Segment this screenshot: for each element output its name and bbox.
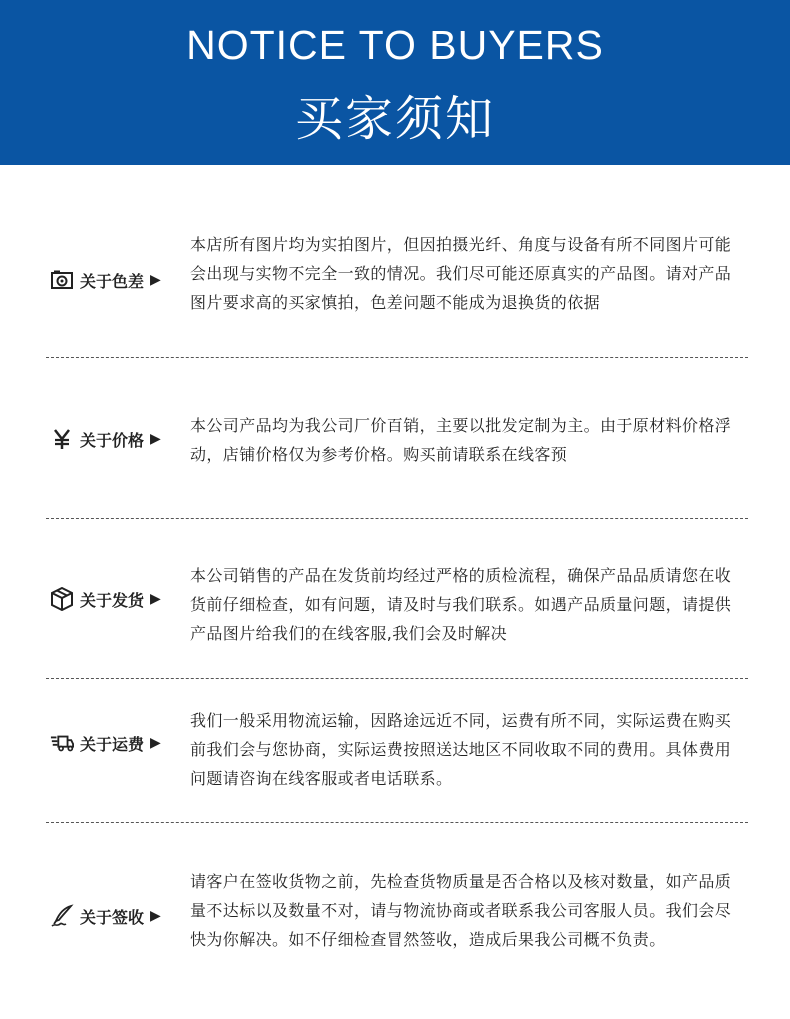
label-price: 关于价格 ▶	[50, 427, 161, 451]
label-sign-for: 关于签收 ▶	[50, 904, 161, 928]
title-english: NOTICE TO BUYERS	[186, 22, 604, 68]
label-freight: 关于运费 ▶	[50, 731, 161, 755]
label-shipping: 关于发货 ▶	[50, 587, 161, 611]
camera-icon	[50, 268, 74, 292]
text-sign-for: 请客户在签收货物之前，先检查货物质量是否合格以及核对数量，如产品质量不达标以及数量不对，请与物流协商或者联系我公司客服人员。我们会尽快为你解决。如不仔细检查冒然签收，造成后果我公司概不负责。	[190, 872, 732, 949]
text-price: 本公司产品均为我公司厂价百销，主要以批发定制为主。由于原材料价格浮动，店铺价格仅为参考价格。购买前请联系在线客预	[190, 416, 732, 464]
divider	[46, 357, 748, 358]
divider	[46, 518, 748, 519]
yen-icon	[50, 427, 74, 451]
package-icon	[50, 587, 74, 611]
text-color-difference: 本店所有图片均为实拍图片，但因拍摄光纤、角度与设备有所不同图片可能会出现与实物不完全一致的情况。我们尽可能还原真实的产品图。请对产品图片要求高的买家慎拍，色差问题不能成为退换货的依据	[190, 235, 732, 312]
text-freight: 我们一般采用物流运输，因路途远近不同，运费有所不同，实际运费在购买前我们会与您协商，实际运费按照送达地区不同收取不同的费用。具体费用问题请咨询在线客服或者电话联系。	[190, 711, 732, 788]
title-chinese: 买家须知	[294, 91, 495, 147]
truck-icon	[50, 731, 74, 755]
text-shipping: 本公司销售的产品在发货前均经过严格的质检流程，确保产品品质请您在收货前仔细检查，如有问题，请及时与我们联系。如遇产品质量问题，请提供产品图片给我们的在线客服,我们会及时解决	[190, 566, 732, 643]
label-color-difference: 关于色差 ▶	[50, 268, 161, 292]
divider	[46, 678, 748, 679]
header-banner	[0, 0, 790, 165]
signature-icon	[50, 904, 74, 928]
divider	[46, 822, 748, 823]
